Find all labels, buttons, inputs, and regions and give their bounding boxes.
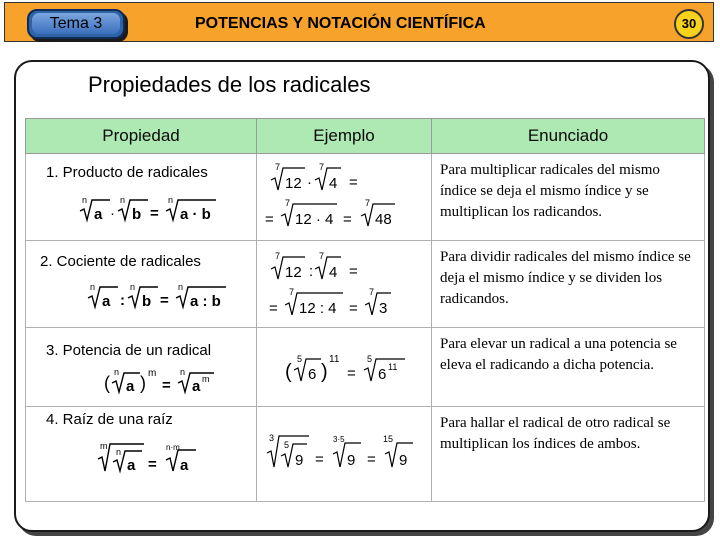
power-formula bbox=[102, 364, 222, 396]
quotient-example bbox=[265, 249, 425, 325]
svg-text:a: a bbox=[127, 456, 136, 474]
svg-text:12 · 4: 12 · 4 bbox=[295, 211, 334, 228]
root-of-root-formula bbox=[96, 441, 216, 475]
svg-text:=: = bbox=[148, 455, 157, 473]
property-label: 3. Potencia de un radical bbox=[46, 342, 212, 359]
svg-text:b: b bbox=[132, 206, 142, 223]
svg-text:m: m bbox=[148, 368, 157, 379]
svg-text::: : bbox=[309, 263, 314, 280]
svg-text:12: 12 bbox=[285, 175, 302, 192]
svg-text:=: = bbox=[349, 263, 358, 280]
property-cell bbox=[26, 154, 257, 241]
svg-text:=: = bbox=[343, 211, 352, 228]
column-header-example: Ejemplo bbox=[257, 119, 432, 154]
statement-cell bbox=[432, 241, 705, 328]
table-row bbox=[26, 328, 705, 407]
svg-text:n: n bbox=[120, 195, 126, 205]
svg-text:5: 5 bbox=[367, 354, 373, 364]
svg-text:a: a bbox=[102, 293, 111, 310]
svg-text:7: 7 bbox=[319, 251, 325, 261]
svg-text:n: n bbox=[82, 195, 88, 205]
svg-text:7: 7 bbox=[369, 287, 375, 297]
example-cell bbox=[257, 328, 432, 407]
svg-text:=: = bbox=[347, 365, 356, 382]
svg-text:9: 9 bbox=[295, 451, 304, 469]
table-row bbox=[26, 241, 705, 328]
property-label: 4. Raíz de una raíz bbox=[46, 410, 173, 428]
svg-text:12: 12 bbox=[285, 264, 302, 281]
svg-text:n: n bbox=[114, 367, 120, 377]
statement-text: Para hallar el radical de otro radical se multiplican los índices de ambos. bbox=[440, 414, 671, 452]
svg-text:n: n bbox=[178, 282, 184, 292]
svg-text:48: 48 bbox=[375, 211, 392, 228]
svg-text:n: n bbox=[180, 367, 186, 377]
property-label: 2. Cociente de radicales bbox=[40, 253, 201, 270]
svg-text:b: b bbox=[142, 293, 152, 310]
svg-text:3: 3 bbox=[269, 432, 275, 443]
property-cell bbox=[26, 328, 257, 407]
svg-text:9: 9 bbox=[399, 451, 408, 469]
product-formula bbox=[76, 194, 246, 224]
svg-text:4: 4 bbox=[329, 264, 338, 281]
statement-text: Para elevar un radical a una potencia se eleva el radicando a dicha potencia. bbox=[440, 336, 677, 373]
statement-cell bbox=[432, 154, 705, 241]
svg-text:=: = bbox=[265, 211, 274, 228]
svg-text:6: 6 bbox=[378, 366, 387, 383]
svg-text:(: ( bbox=[104, 373, 110, 393]
svg-text:11: 11 bbox=[388, 362, 398, 372]
header-bar bbox=[4, 2, 714, 42]
product-example bbox=[265, 160, 425, 236]
svg-text:12 : 4: 12 : 4 bbox=[299, 300, 337, 317]
svg-text:=: = bbox=[150, 205, 159, 222]
svg-text:n: n bbox=[168, 195, 174, 205]
svg-text:·: · bbox=[307, 174, 312, 191]
svg-text:n·m: n·m bbox=[166, 442, 180, 452]
statement-text: Para dividir radicales del mismo índice se deja el mismo índice y se dividen los radicandos. bbox=[440, 249, 691, 307]
svg-text:=: = bbox=[315, 450, 324, 468]
svg-text:11: 11 bbox=[329, 354, 340, 365]
property-cell bbox=[26, 406, 257, 501]
property-label: 1. Producto de radicales bbox=[46, 164, 208, 181]
svg-text:=: = bbox=[162, 377, 171, 394]
example-cell bbox=[257, 154, 432, 241]
column-header-property: Propiedad bbox=[26, 119, 257, 154]
svg-text:7: 7 bbox=[275, 162, 281, 172]
svg-text::: : bbox=[120, 292, 125, 309]
column-header-statement: Enunciado bbox=[432, 119, 705, 154]
tema-label: Tema 3 bbox=[32, 13, 120, 34]
svg-text:3: 3 bbox=[379, 300, 388, 317]
svg-text:7: 7 bbox=[319, 162, 325, 172]
svg-text:n: n bbox=[116, 446, 122, 457]
svg-text:=: = bbox=[349, 300, 358, 317]
statement-text: Para multiplicar radicales del mismo índice se deja el mismo índice y se multiplican los radicandos. bbox=[440, 162, 660, 220]
svg-text:m: m bbox=[100, 440, 108, 451]
svg-text:7: 7 bbox=[365, 198, 371, 208]
svg-text:15: 15 bbox=[383, 433, 394, 444]
svg-text:5: 5 bbox=[284, 439, 290, 450]
svg-text:a: a bbox=[180, 456, 189, 474]
example-cell bbox=[257, 241, 432, 328]
svg-text:a · b: a · b bbox=[180, 206, 211, 223]
properties-table bbox=[25, 118, 705, 502]
svg-text:5: 5 bbox=[297, 354, 303, 364]
svg-text:(: ( bbox=[285, 361, 292, 383]
svg-text:a: a bbox=[94, 206, 103, 223]
quotient-formula bbox=[84, 281, 254, 311]
svg-text:): ) bbox=[140, 373, 146, 393]
example-cell bbox=[257, 406, 432, 501]
root-of-root-example bbox=[265, 431, 425, 475]
svg-text:4: 4 bbox=[329, 175, 338, 192]
svg-text:a: a bbox=[192, 378, 201, 395]
header-title: POTENCIAS Y NOTACIÓN CIENTÍFICA bbox=[195, 15, 486, 32]
svg-text:): ) bbox=[321, 361, 328, 383]
svg-text:6: 6 bbox=[308, 366, 317, 383]
svg-text:7: 7 bbox=[289, 287, 295, 297]
statement-cell bbox=[432, 328, 705, 407]
svg-text:9: 9 bbox=[347, 451, 356, 469]
svg-text:n: n bbox=[130, 282, 136, 292]
page-number-badge: 30 bbox=[674, 9, 704, 39]
svg-text:7: 7 bbox=[285, 198, 291, 208]
table-row bbox=[26, 406, 705, 501]
svg-text:3·5: 3·5 bbox=[333, 434, 345, 444]
table-header-row bbox=[26, 119, 705, 154]
section-title: Propiedades de los radicales bbox=[88, 72, 371, 97]
table-row bbox=[26, 154, 705, 241]
tema-button[interactable] bbox=[27, 9, 125, 39]
svg-text:a: a bbox=[126, 378, 135, 395]
property-cell bbox=[26, 241, 257, 328]
svg-text:a : b: a : b bbox=[190, 293, 221, 310]
svg-text:m: m bbox=[202, 374, 210, 384]
svg-text:=: = bbox=[269, 300, 278, 317]
svg-text:·: · bbox=[110, 205, 115, 222]
svg-text:n: n bbox=[90, 282, 96, 292]
svg-text:=: = bbox=[160, 292, 169, 309]
svg-text:7: 7 bbox=[275, 251, 281, 261]
svg-text:=: = bbox=[367, 450, 376, 468]
statement-cell bbox=[432, 406, 705, 501]
svg-text:=: = bbox=[349, 174, 358, 191]
power-example bbox=[285, 348, 415, 388]
